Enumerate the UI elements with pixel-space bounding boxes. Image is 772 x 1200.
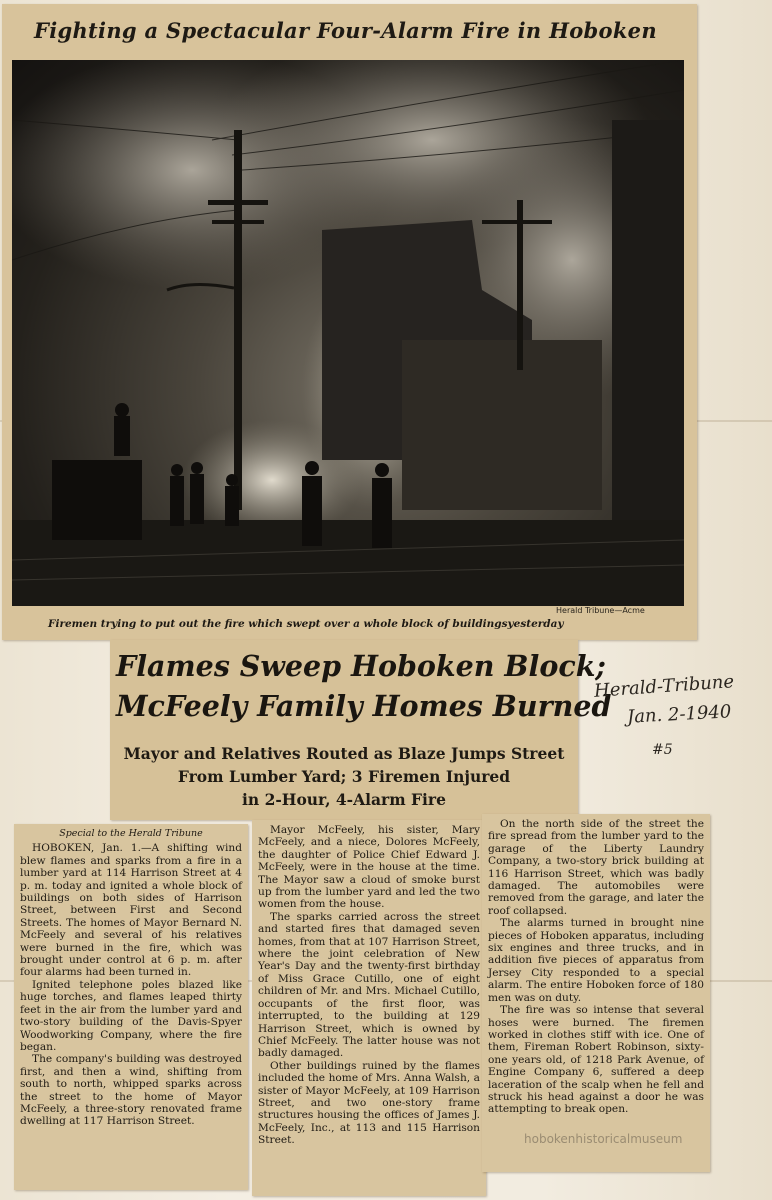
subhead-line-2: From Lumber Yard; 3 Firemen Injured xyxy=(177,767,511,786)
paragraph: The alarms turned in brought nine pieces of Hoboken apparatus, including six engines and three trucks, and in addition five pieces of apparatus from Jersey City responded to a special alarm. The entire Hoboken force of 180 men was on duty. xyxy=(488,917,704,1004)
paragraph: Mayor McFeely, his sister, Mary McFeely, and a niece, Dolores McFeely, the daughter of Police Chief Edward J. McFeely, were in the house at the time. The Mayor saw a cloud of smoke burst up from the lumber yard and led the two women from the house. xyxy=(258,824,480,911)
watermark: hobokenhistoricalmuseum xyxy=(524,1132,683,1146)
paragraph: On the north side of the street the fire spread from the lumber yard to the garage of the Liberty Laundry Company, a two-story brick building at 116 Harrison Street, which was badly damaged. The automobiles were removed from the garage, and later the roof collapsed. xyxy=(488,818,704,917)
photo-headline: Fighting a Spectacular Four-Alarm Fire in Hoboken xyxy=(34,18,657,43)
paragraph: HOBOKEN, Jan. 1.—A shifting wind blew flames and sparks from a fire in a lumber yard at 114 Harrison Street at 4 p. m. today and ignited a whole block of buildings on both sides of Harrison Street, between First and Second Streets. The homes of Mayor Bernard N. McFeely and several of his relatives were burned in the fire, which was brought under control at 6 p. m. after four alarms had been turned in. xyxy=(20,842,242,979)
handwritten-number: #5 xyxy=(652,742,673,758)
headline-line-1: Flames Sweep Hoboken Block; xyxy=(116,649,606,683)
paragraph: Other buildings ruined by the flames included the home of Mrs. Anna Walsh, a sister of Mayor McFeely, at 109 Harrison Street, and two one-story frame structures housing the offices of James J. McFeely, Inc., at 113 and 115 Harrison Street. xyxy=(258,1059,480,1147)
fire-photograph xyxy=(12,60,684,606)
subhead-line-1: Mayor and Relatives Routed as Blaze Jumps Street xyxy=(123,744,565,763)
paragraph: The company's building was destroyed first, and then a wind, shifting from south to north, whipped sparks across the street to the home of Mayor McFeely, a three-story renovated frame dwelling at 117 Harrison Street. xyxy=(20,1053,242,1128)
subhead-line-3: in 2-Hour, 4-Alarm Fire xyxy=(242,790,446,809)
article-column-3 xyxy=(482,814,710,1172)
photo-caption: Firemen trying to put out the fire which swept over a whole block of buildingsyesterday xyxy=(48,618,564,630)
byline: Special to the Herald Tribune xyxy=(59,828,203,839)
paragraph: The sparks carried across the street and started fires that damaged seven homes, from that at 107 Harrison Street, where the joint celebration of New Year's Day and the twenty-first birthday of Miss Grace Cutillo, one of eight children of Mr. and Mrs. Michael Cutillo, occupants of the first floor, was interrupted, to the building at 129 Harrison Street, which is owned by Chief McFeely. The latter house was not badly damaged. xyxy=(258,910,480,1060)
handwritten-date: Jan. 2-1940 xyxy=(626,701,732,728)
headline-line-2: McFeely Family Homes Burned xyxy=(116,689,612,723)
article-headline xyxy=(116,646,612,726)
fire-scene-illustration xyxy=(12,60,684,606)
paragraph: The fire was so intense that several hoses were burned. The firemen worked in clothes stiff with ice. One of them, Fireman Robert Robinson, sixty-one years old, of 1218 Park Avenue, of Engine Company 6, suffered a deep laceration of the scalp when he fell and struck his head against a door he was attempting to break open. xyxy=(488,1004,704,1116)
article-column-2 xyxy=(252,820,486,1196)
article-subheadline xyxy=(110,742,578,811)
handwritten-source: Herald-Tribune xyxy=(593,671,735,702)
article-column-1 xyxy=(14,824,248,1190)
photo-credit: Herald Tribune—Acme xyxy=(556,606,645,615)
paragraph: Ignited telephone poles blazed like huge torches, and flames leaped thirty feet in the air from the lumber yard and two-story building of the Davis-Spyer Woodworking Company, where the fire began. xyxy=(20,978,242,1053)
